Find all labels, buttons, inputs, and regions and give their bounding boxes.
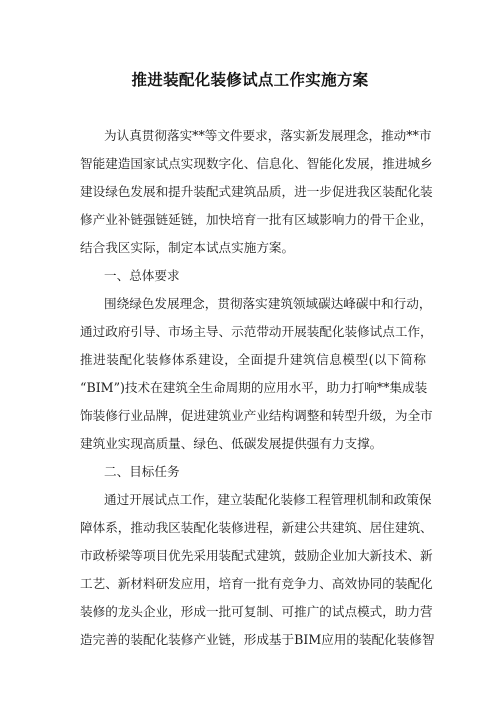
paragraph-line: 建筑业实现高质量、绿色、低碳发展提供强有力支撑。 bbox=[80, 436, 383, 451]
paragraph-line: 围绕绿色发展理念，贯彻落实建筑领域碳达峰碳中和行动， bbox=[104, 296, 432, 311]
paragraph-line: 修产业补链强链延链，加快培育一批有区域影响力的骨干企业， bbox=[80, 212, 433, 227]
paragraph-line: 工艺、新材料研发应用，培育一批有竞争力、高效协同的装配化 bbox=[80, 576, 433, 591]
paragraph-line: 通过开展试点工作，建立装配化装修工程管理机制和政策保 bbox=[104, 492, 432, 507]
paragraph-line: 为认真贯彻落实**等文件要求，落实新发展理念，推动**市 bbox=[104, 128, 432, 143]
paragraph-line: 结合我区实际，制定本试点实施方案。 bbox=[80, 240, 295, 255]
paragraph-line: 通过政府引导、市场主导、示范带动开展装配化装修试点工作， bbox=[80, 324, 433, 339]
paragraph-line: 装修的龙头企业，形成一批可复制、可推广的试点模式，助力营 bbox=[80, 604, 433, 619]
paragraph-line: 造完善的装配化装修产业链，形成基于BIM应用的装配化装修智 bbox=[80, 632, 435, 647]
section-heading-general-requirements: 一、总体要求 bbox=[104, 268, 180, 283]
paragraph-line: “BIM”)技术在建筑全生命周期的应用水平，助力打响**集成装 bbox=[80, 380, 428, 395]
section-heading-goals-tasks: 二、目标任务 bbox=[104, 464, 180, 479]
paragraph-line: 饰装修行业品牌，促进建筑业产业结构调整和转型升级，为全市 bbox=[80, 408, 433, 423]
paragraph-line: 智能建造国家试点实现数字化、信息化、智能化发展，推进城乡 bbox=[80, 156, 433, 171]
paragraph-line: 市政桥梁等项目优先采用装配式建筑，鼓励企业加大新技术、新 bbox=[80, 548, 433, 563]
paragraph-line: 推进装配化装修体系建设，全面提升建筑信息模型(以下简称 bbox=[80, 352, 426, 367]
paragraph-line: 建设绿色发展和提升装配式建筑品质，进一步促进我区装配化装 bbox=[80, 184, 433, 199]
paragraph-line: 障体系，推动我区装配化装修进程，新建公共建筑、居住建筑、 bbox=[80, 520, 433, 535]
document-title: 推进装配化装修试点工作实施方案 bbox=[131, 71, 369, 89]
